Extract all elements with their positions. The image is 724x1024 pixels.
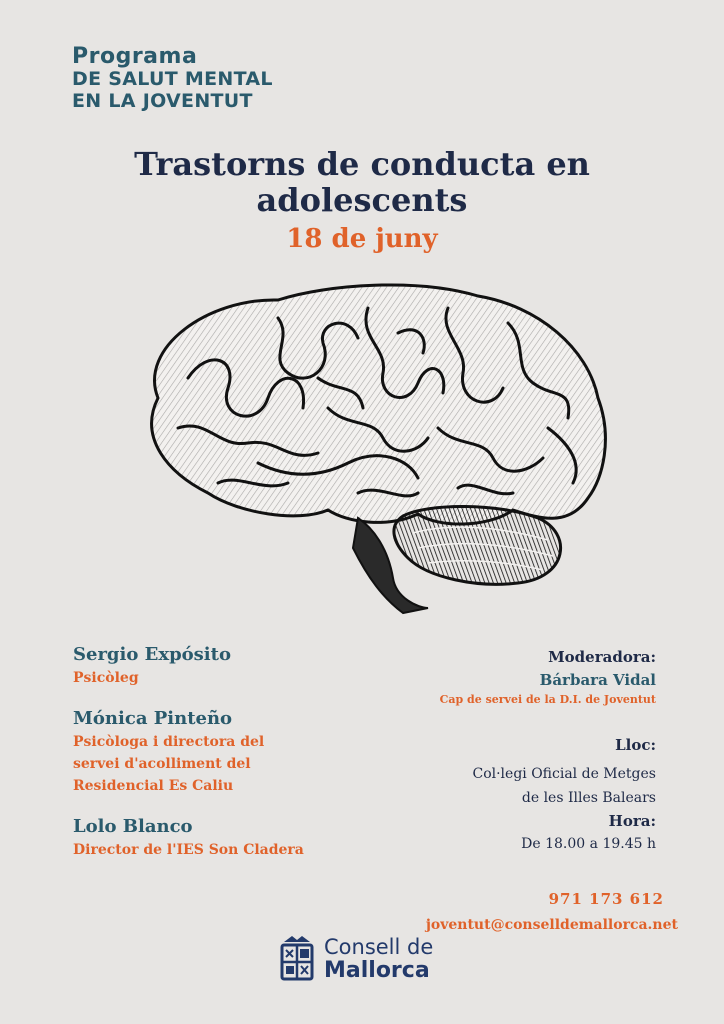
moderator-label: Moderadora: <box>548 648 656 666</box>
speaker-role: Psicòleg <box>73 670 139 686</box>
speaker-item <box>73 643 304 689</box>
logo-line-2: Mallorca <box>324 958 430 983</box>
program-line-3: EN LA JOVENTUT <box>72 90 253 112</box>
moderator-name: Bárbara Vidal <box>539 671 656 689</box>
brain-illustration <box>118 278 618 616</box>
logo-line-1: Consell de <box>324 935 434 959</box>
speaker-role: Psicòloga i directora del <box>73 734 265 750</box>
speaker-item <box>73 815 304 861</box>
speaker-role: Director de l'IES Son Cladera <box>73 842 304 858</box>
event-title-line-2: adolescents <box>256 181 468 219</box>
venue-label: Lloc: <box>615 736 656 754</box>
contact-phone: 971 173 612 <box>548 890 664 908</box>
speaker-name: Mónica Pinteño <box>73 708 233 729</box>
logo-text <box>324 935 433 983</box>
contact-email[interactable]: joventut@conselldemallorca.net <box>425 917 678 933</box>
time-label: Hora: <box>608 812 656 830</box>
venue-line-1: Col·legi Oficial de Metges <box>472 766 656 782</box>
speaker-role: servei d'acolliment del <box>73 756 251 772</box>
speaker-name: Sergio Expósito <box>73 644 231 665</box>
program-heading <box>72 46 273 112</box>
speaker-item <box>73 707 304 797</box>
speakers-list <box>73 643 304 879</box>
event-title <box>0 146 724 218</box>
event-details <box>440 646 656 856</box>
speaker-role: Residencial Es Caliu <box>73 778 234 794</box>
event-date: 18 de juny <box>286 224 438 254</box>
consell-logo <box>278 932 433 986</box>
venue-line-2: de les Illes Balears <box>521 790 656 806</box>
event-title-line-1: Trastorns de conducta en <box>134 145 590 183</box>
consell-shield-icon <box>278 932 316 986</box>
program-line-1: Programa <box>72 44 198 69</box>
time-value: De 18.00 a 19.45 h <box>521 836 656 852</box>
program-line-2: DE SALUT MENTAL <box>72 68 273 90</box>
speaker-name: Lolo Blanco <box>73 816 193 837</box>
moderator-role: Cap de servei de la D.I. de Joventut <box>439 693 656 706</box>
